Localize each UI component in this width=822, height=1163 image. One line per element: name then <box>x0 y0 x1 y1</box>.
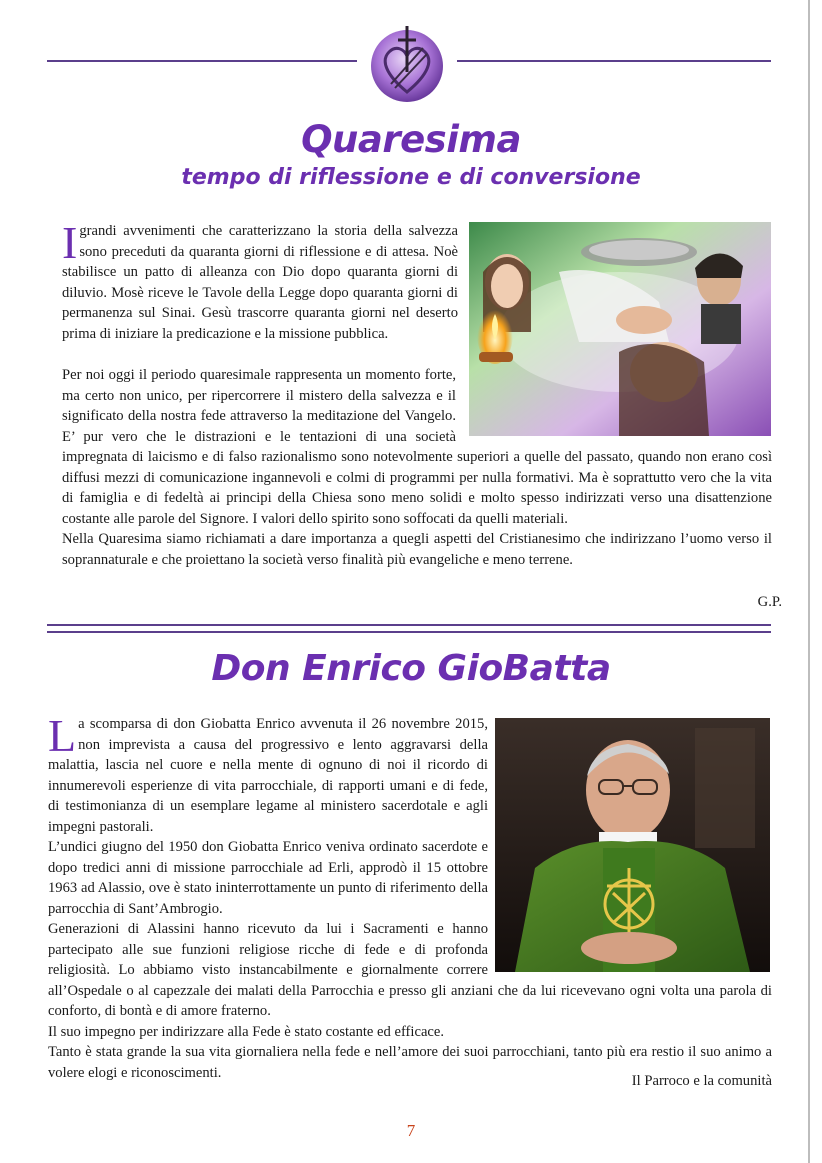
cross-heart-emblem-icon <box>365 22 449 106</box>
section1-title: Quaresima <box>301 118 521 161</box>
section2-paragraph2: L’undici giugno del 1950 don Giobatta Enrico veniva ordinato sacerdote e dopo tredici anni di missione parrocchiale ad Erli, approdò il 15 ottobre 1963 ad Alassio, ove è stato ininterrottamente un punto di riferimento della parrocchia di Sant’Ambrogio. <box>48 839 488 917</box>
section1-body-full <box>62 365 772 570</box>
section1-dropcap: I <box>62 217 78 268</box>
header-rule-right <box>457 60 771 62</box>
section1-paragraph2-full: Per noi oggi il periodo quaresimale rappresenta un momento forte, ma certo non unico, per ripercorrere il mistero della salvezza e il significato della nostra fede attraverso la meditazione del Vangelo. E’ pur vero che le distrazioni e le tentazioni di una società impregnata di laicismo e di falso razionalismo sono notevolmente superiori a quelle del passato, quando non erano così diffusi mezzi di comunicazione ingannevoli e colmi di programmi per nulla formativi. Ma è soprattutto vero che la vita di famiglia e di fedeltà ai principi della Chiesa sono meno solidi e molto spesso indirizzati verso una disattenzione costante alle parole del Signore. I valori dello spirito sono soffocati da quelli materiali. <box>62 367 772 527</box>
header-rule-left <box>47 60 357 62</box>
section2-dropcap: L <box>48 710 77 761</box>
section1-body-top <box>62 217 458 344</box>
section2-signature: Il Parroco e la comunità <box>631 1073 772 1089</box>
section2-paragraph3: Generazioni di Alassini hanno ricevuto da lui i Sacramenti e hanno partecipato alle sue funzioni religiose ricche di fede e di profonda religiosità. Lo abbiamo visto instancabilmente e giornalmente correre all’Ospedale o al capezzale dei malati della Parrocchia e presso gli anziani che da lui ricevevano ogni volta una parola di conforto, di bontà e di amore fraterno. <box>48 921 772 1019</box>
section2-paragraph1-text: a scomparsa di don Giobatta Enrico avvenuta il 26 novembre 2015, non imprevista a causa del progressivo e lento aggravarsi della malattia, lascia nel cuore e nella mente di ognuno di noi il ricordo di innumerevoli esperienze di vita parrocchiale, di rapporti umani e di fede, di testimonianza di un esemplare legame al ministero sacerdotale e agli impegni pastorali. <box>48 716 488 835</box>
section1-signature: G.P. <box>757 594 782 610</box>
section1-paragraph3: Nella Quaresima siamo richiamati a dare importanza a quegli aspetti del Cristianesimo che indirizzano l’uomo verso il soprannaturale e che proiettano la società verso finalità più evangeliche e meno terrene. <box>62 531 772 568</box>
section2-paragraph4: Il suo impegno per indirizzare alla Fede è stato costante ed efficace. <box>48 1023 445 1040</box>
section2-title: Don Enrico GioBatta <box>211 648 611 689</box>
section1-paragraph1-text: grandi avvenimenti che caratterizzano la storia della salvezza sono preceduti da quaranta giorni di riflessione e di attesa. Noè stabilisce un patto di alleanza con Dio dopo quaranta giorni di diluvio. Mosè riceve le Tavole della Legge dopo quaranta giorni di permanenza sul Sinai. Gesù trascorre quaranta giorni nel deserto prima di iniziare la predicazione e la missione pubblica. <box>62 223 458 342</box>
page-number: 7 <box>406 1121 416 1140</box>
section2-paragraph5: Tanto è stata grande la sua vita giornaliera nella fede e nell’amore dei suoi parrocchiani, tanto più era restio il suo animo a volere elogi e riconoscimenti. <box>48 1044 772 1081</box>
section1-paragraph1 <box>62 217 458 344</box>
section2-body <box>48 710 772 1083</box>
section-divider <box>47 624 771 633</box>
section1-subtitle: tempo di riflessione e di conversione <box>181 165 641 190</box>
